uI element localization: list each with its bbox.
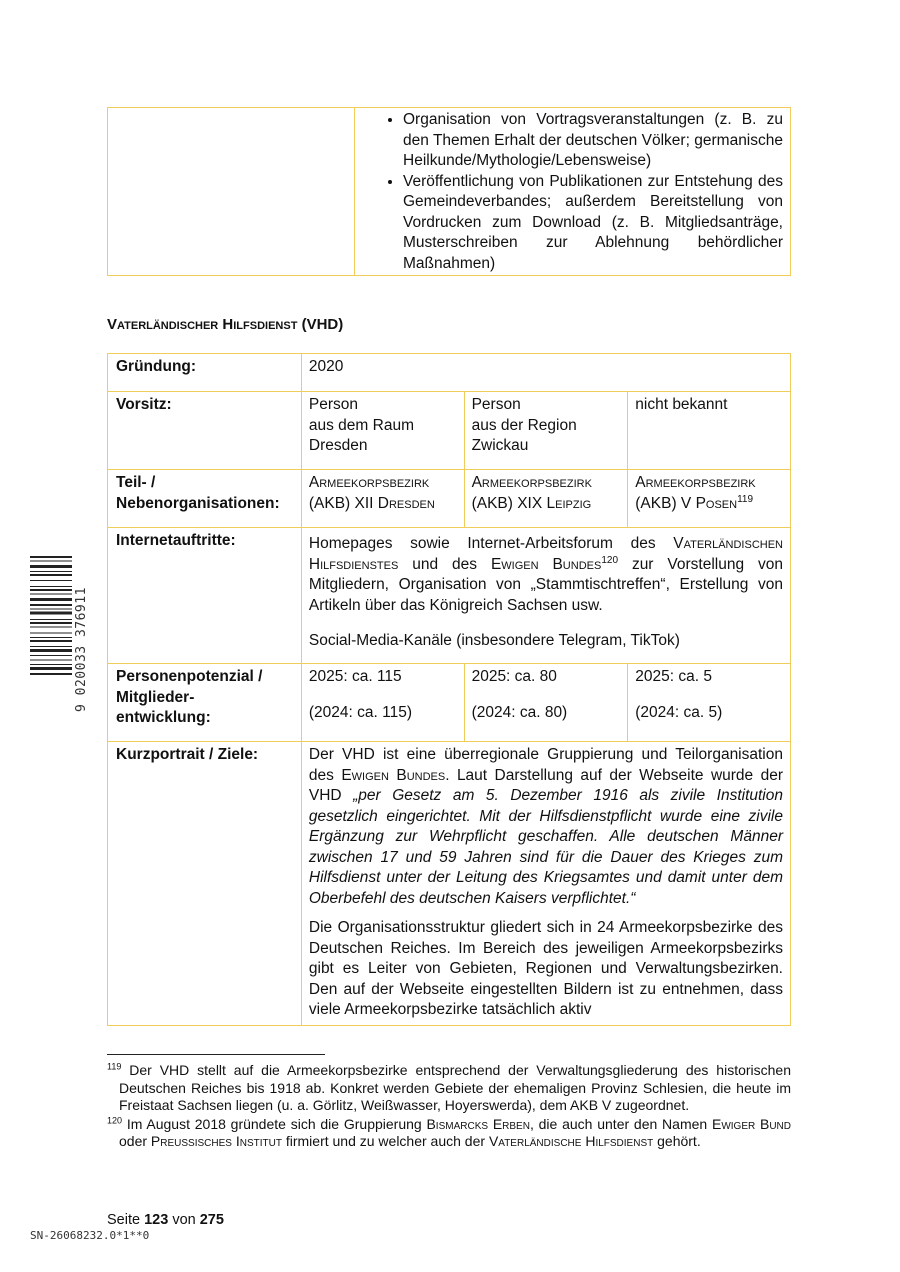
teil-value: Armeekorpsbezirk (AKB) V Posen$^{119}$	[628, 470, 791, 528]
internet-value: Homepages sowie Internet-Arbeitsforum des Vaterländischen Hilfsdienstes und des Ewigen Bundes$^{120}$ zur Vorstellung von Mitgliedern, Organisation von „Stammtischtreffen“, Erstellung von Artikeln über das Königreich Sachsen usw. Social-Media-Kanäle (insbesondere Telegram, TikTok)	[301, 528, 790, 664]
vorsitz-value: Person aus der Region Zwickau	[464, 392, 628, 470]
barcode-bar	[30, 646, 72, 647]
barcode-bar	[30, 637, 72, 638]
table-row	[108, 528, 791, 664]
vorsitz-value: Person aus dem Raum Dresden	[301, 392, 464, 470]
footnotes	[107, 1062, 791, 1152]
footnote-ref: 119	[737, 493, 754, 505]
barcode-bar	[30, 622, 72, 624]
barcode-bar	[30, 619, 72, 620]
list-item: • Organisation von Vortragsveranstaltungen (z. B. zu den Themen Erhalt der deutschen Völker; germanische Heilkunde/Mythologie/Lebensweise)	[403, 110, 783, 172]
vorsitz-value: nicht bekannt	[628, 392, 791, 470]
barcode-bar	[30, 633, 72, 634]
barcode-icon	[30, 556, 72, 712]
empty-label-cell	[108, 108, 355, 276]
quote-text: „per Gesetz am 5. Dezember 1916 als zivile Institution gesetzlich eingerichtet. Mit der Hilfsdienstpflicht wurde eine zivile Ergänzung zur Wehrpflicht geschaffen. Alle deutschen Männer zwischen 17 und 59 Jahren sind für die Dauer des Krieges zum Hilfsdienst unter der Leitung des Kriegsamtes und damit unter dem Oberbefehl des deutschen Kaisers verpflichtet.“	[308, 787, 783, 907]
barcode-bar	[30, 561, 72, 562]
section-title	[107, 316, 343, 333]
barcode-bar	[30, 664, 72, 665]
barcode-bar	[30, 649, 72, 652]
teil-value: Armeekorpsbezirk (AKB) XIX Leipzig	[464, 470, 628, 528]
document-code: SN-26068232.0*1**0	[30, 1229, 150, 1242]
list-item: • Veröffentlichung von Publikationen zur Entstehung des Gemeindeverbandes; außerdem Bereitstellung von Vordrucken zum Download (z. B. Mitgliedsanträge, Musterschreiben zur Ablehnung behördlicher Maßnahmen)	[403, 172, 783, 275]
kurz-label: Kurzportrait / Ziele:	[108, 742, 302, 1026]
barcode-number: 9 020033 376911	[74, 587, 89, 712]
barcode-bar	[30, 640, 72, 642]
barcode-bar	[30, 598, 72, 601]
table-row	[108, 664, 791, 742]
personen-value: 2025: ca. 115 (2024: ca. 115)	[301, 664, 464, 742]
barcode-bar	[30, 580, 72, 581]
barcode-bar	[30, 667, 72, 670]
gruendung-label: Gründung:	[108, 354, 302, 392]
barcode-bar	[30, 571, 72, 572]
teil-value: Armeekorpsbezirk (AKB) XII Dresden	[301, 470, 464, 528]
footnote-120: $^{120}$ Im August 2018 gründete sich die Gruppierung Bismarcks Erben, die auch unter den Namen Ewiger Bund oder Preußisches Institut firmiert und zu welcher auch der Vaterländische Hilfsdienst gehört.	[107, 1114, 791, 1149]
barcode-bar	[30, 660, 72, 661]
page-number: Seite 123 von 275	[107, 1212, 224, 1228]
table-row	[108, 392, 791, 470]
teil-label: Teil- / Nebenorganisationen:	[108, 470, 302, 528]
table-row	[108, 108, 791, 276]
kurz-value: Der VHD ist eine überregionale Gruppierung und Teilorganisation des Ewigen Bundes. Laut Darstellung auf der Webseite wurde der VHD „per Gesetz am 5. Dezember 1916 als zivile Institution gesetzlich eingerichtet. Mit der Hilfsdienstpflicht wurde eine zivile Ergänzung zur Wehrpflicht geschaffen. Alle deutschen Männer zwischen 17 und 59 Jahren sind für die Dauer des Krieges zum Hilfsdienst unter der Leitung des Kriegsamtes und damit unter dem Oberbefehl des deutschen Kaisers verpflichtet.“ Die Organisationsstruktur gliedert sich in 24 Armeekorpsbezirke des Deutschen Reiches. Im Bereich des jeweiligen Armeekorpsbezirks gibt es Leiter von Gebieten, Regionen und Verwaltungsbezirken. Den auf der Webseite eingestellten Bildern ist zu entnehmen, dass viele Armeekorpsbezirke tatsächlich aktiv	[301, 742, 790, 1026]
barcode-bar	[30, 627, 72, 628]
footnote-ref: 120	[601, 554, 619, 566]
barcode-bar	[30, 574, 72, 576]
barcode-bar	[30, 609, 72, 610]
internet-label: Internetauftritte:	[108, 528, 302, 664]
personen-value: 2025: ca. 80 (2024: ca. 80)	[464, 664, 628, 742]
barcode-bar	[30, 594, 72, 595]
barcode-bar	[30, 612, 72, 615]
barcode-bar	[30, 556, 72, 558]
barcode-bar	[30, 604, 72, 606]
barcode-bar	[30, 673, 72, 675]
footnote-119: $^{119}$ Der VHD stellt auf die Armeekorpsbezirke entsprechend der Verwaltungsgliederung des historischen Deutschen Reiches bis 1918 ab. Konkret werden Gebiete der ehemaligen Provinz Schlesien, die heute im Freistaat Sachsen liegen (u. a. Görlitz, Weißwasser, Hoyerswerda), dem AKB V zugeordnet.	[107, 1061, 791, 1113]
vorsitz-label: Vorsitz:	[108, 392, 302, 470]
table-row	[108, 470, 791, 528]
barcode-bar	[30, 655, 72, 656]
continuation-table	[107, 107, 791, 276]
section-title-name: Vaterländischer Hilfsdienst	[107, 316, 298, 333]
personen-value: 2025: ca. 5 (2024: ca. 5)	[628, 664, 791, 742]
footnote-separator	[107, 1054, 325, 1055]
barcode-bar	[30, 586, 72, 587]
barcode-bar	[30, 589, 72, 591]
section-title-abbr: (VHD)	[301, 316, 344, 333]
personen-label: Personenpotenzial / Mitglieder- entwicklung:	[108, 664, 302, 742]
table-row	[108, 354, 791, 392]
gruendung-value: 2020	[301, 354, 790, 392]
vhd-table	[107, 353, 791, 1026]
table-row	[108, 742, 791, 1026]
activities-cell	[355, 108, 791, 276]
activities-list	[362, 110, 783, 274]
barcode-bar	[30, 565, 72, 568]
